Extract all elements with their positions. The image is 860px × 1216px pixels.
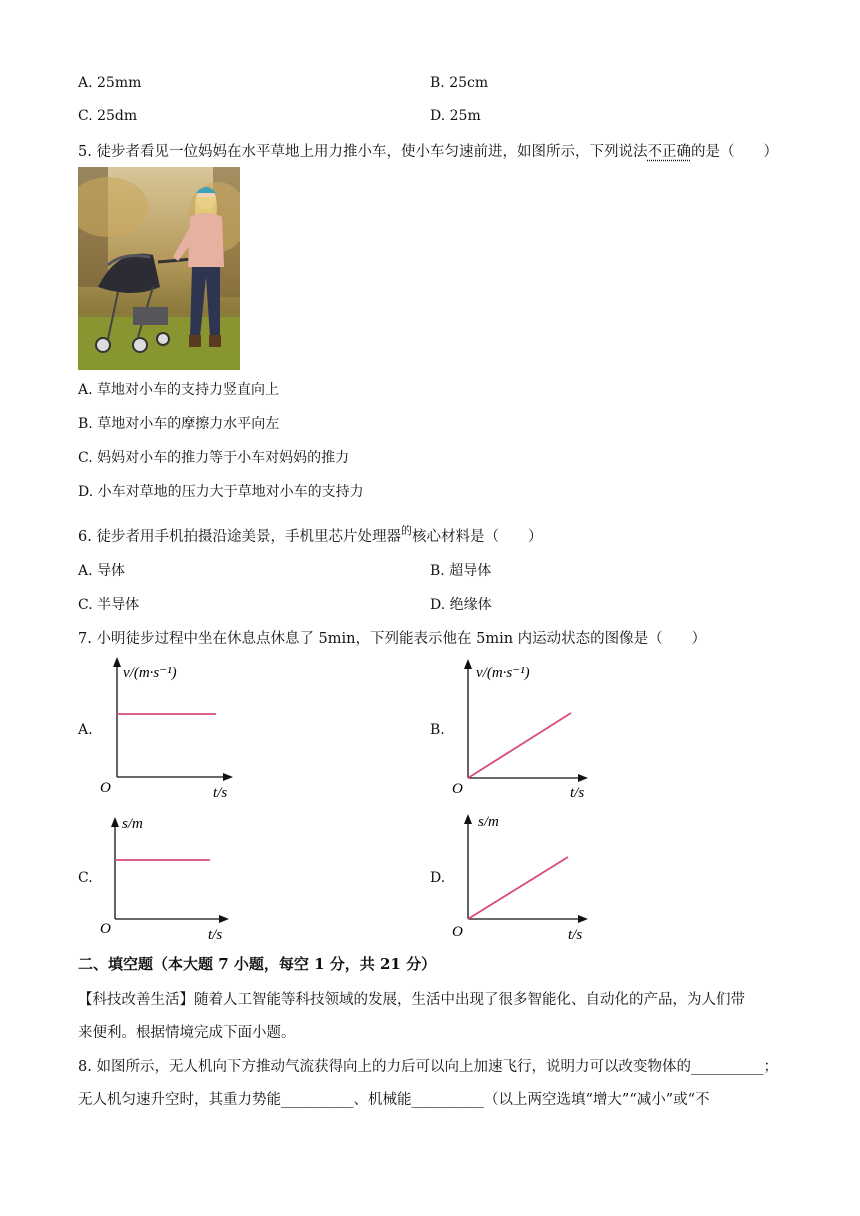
x-axis-arrow-icon — [223, 773, 233, 781]
y-axis-label: v/(m·s⁻¹) — [123, 665, 177, 681]
graph-line — [468, 857, 568, 919]
q6-stem-pre: 6. 徒步者用手机拍摄沿途美景，手机里芯片处理器 — [78, 529, 401, 545]
q5-stem-post: 的是（ ） — [690, 144, 778, 160]
q5-option-d: D. 小车对草地的压力大于草地对小车的支持力 — [78, 484, 364, 500]
mother-pushing-stroller-photo — [78, 167, 240, 370]
q4-option-b: B. 25cm — [430, 75, 489, 91]
x-axis-label: t/s — [570, 785, 585, 801]
q5-stem-pre: 5. 徒步者看见一位妈妈在水平草地上用力推小车，使小车匀速前进，如图所示，下列说法 — [78, 144, 648, 160]
q5-option-b: B. 草地对小车的摩擦力水平向左 — [78, 416, 280, 432]
y-axis-arrow-icon — [113, 657, 121, 667]
section-2-intro-line-1: 【科技改善生活】随着人工智能等科技领域的发展，生活中出现了很多智能化、自动化的产品，为人们带 — [78, 992, 745, 1008]
q8-line-1: 8. 如图所示，无人机向下方推动气流获得向上的力后可以向上加速飞行，说明力可以改变物体的__________； — [78, 1059, 778, 1075]
x-axis-label: t/s — [208, 927, 223, 943]
y-axis-arrow-icon — [464, 659, 472, 669]
x-axis-label: t/s — [213, 785, 228, 801]
q7-graph-b-label: B. — [430, 722, 445, 738]
origin-label: O — [100, 780, 111, 796]
section-2-title: 二、填空题（本大题 7 小题，每空 1 分，共 21 分） — [78, 955, 437, 973]
q7-graph-d — [448, 808, 598, 948]
y-axis-label: s/m — [478, 814, 499, 830]
y-axis-arrow-icon — [111, 817, 119, 827]
q6-stem-sup: 的 — [400, 524, 412, 537]
x-axis-label: t/s — [568, 927, 583, 943]
q7-graph-d-label: D. — [430, 870, 446, 886]
q7-graph-c — [95, 813, 245, 948]
q5-stem — [78, 140, 778, 161]
y-axis-arrow-icon — [464, 814, 472, 824]
origin-label: O — [100, 921, 111, 937]
q7-graph-b — [448, 655, 598, 805]
graph-line — [468, 713, 571, 778]
q7-graph-a-label: A. — [78, 722, 93, 738]
q5-stem-emphasis: 不正确 — [647, 144, 691, 160]
x-axis-arrow-icon — [578, 774, 588, 782]
q6-stem-post: 核心材料是（ ） — [411, 529, 543, 545]
q6-option-b: B. 超导体 — [430, 563, 492, 579]
q4-option-a: A. 25mm — [78, 75, 142, 91]
q7-stem: 7. 小明徒步过程中坐在休息点休息了 5min，下列能表示他在 5min 内运动状态的图像是（ ） — [78, 631, 707, 647]
q6-option-c: C. 半导体 — [78, 597, 140, 613]
origin-label: O — [452, 924, 463, 940]
q4-option-d: D. 25m — [430, 108, 481, 124]
x-axis-arrow-icon — [578, 915, 588, 923]
q6-option-d: D. 绝缘体 — [430, 597, 492, 613]
q4-option-c: C. 25dm — [78, 108, 138, 124]
q5-option-a: A. 草地对小车的支持力竖直向上 — [78, 382, 280, 398]
y-axis-label: v/(m·s⁻¹) — [476, 665, 530, 681]
q6-option-a: A. 导体 — [78, 563, 126, 579]
x-axis-arrow-icon — [219, 915, 229, 923]
section-2-intro-line-2: 来便利。根据情境完成下面小题。 — [78, 1025, 296, 1041]
q7-graph-c-label: C. — [78, 870, 93, 886]
q8-line-2: 无人机匀速升空时，其重力势能__________、机械能__________（以上两空选填“增大”“减小”或“不 — [78, 1092, 710, 1108]
q7-graph-a — [95, 655, 245, 805]
origin-label: O — [452, 781, 463, 797]
q5-option-c: C. 妈妈对小车的推力等于小车对妈妈的推力 — [78, 450, 350, 466]
y-axis-label: s/m — [122, 816, 143, 832]
q6-stem — [78, 522, 542, 546]
